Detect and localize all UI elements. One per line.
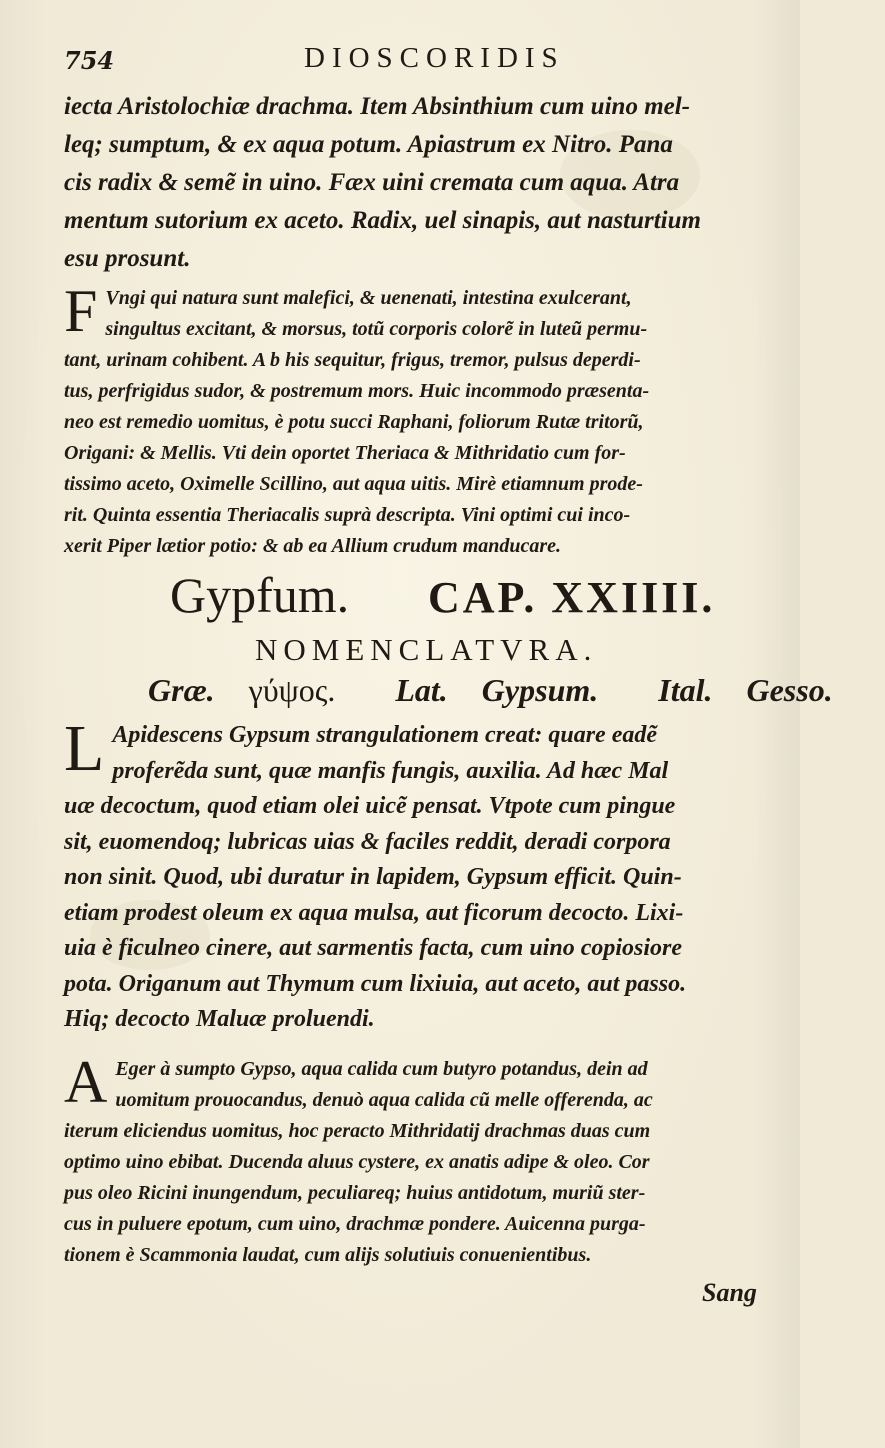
text-line: uæ decoctum, quod etiam olei uicẽ pensat. Vtpote cum pingue: [64, 793, 676, 819]
text-line: proferẽda sunt, quæ manfis fungis, auxilia. Ad hæc Mal: [112, 757, 669, 784]
fungi-paragraph: [64, 278, 764, 562]
text-line: Apidescens Gypsum strangulationem creat: quare eadẽ: [112, 722, 657, 748]
nomenclatura-heading: NOMENCLATVRA.: [255, 632, 598, 667]
text-line: Eger à sumpto Gypso, aqua calida cum butyro potandus, dein ad: [115, 1058, 648, 1080]
catchword: Sang: [702, 1278, 757, 1307]
page-number: 754: [64, 46, 115, 75]
text-line: tant, urinam cohibent. A b his sequitur, frigus, tremor, pulsus deperdi-: [64, 349, 641, 371]
running-head: DIOSCORIDIS: [304, 42, 565, 74]
name-italian: Ital. Gesso.: [658, 672, 833, 708]
text-line: sit, euomendoq; lubricas uias & faciles reddit, deradi corpora: [64, 828, 671, 855]
text-line: cis radix & semẽ in uino. Fæx uini cremata cum aqua. Atra: [64, 169, 680, 196]
chapter-title: Gypfum.: [170, 567, 350, 623]
text-line: xerit Piper lætior potio: & ab ea Allium crudum manducare.: [64, 535, 562, 557]
text-line: pus oleo Ricini inungendum, peculiareq; huius antidotum, muriũ ster-: [64, 1182, 646, 1204]
text-line: uomitum prouocandus, denuò aqua calida cũ melle offerenda, ac: [115, 1089, 653, 1111]
text-line: tus, perfrigidus sudor, & postremum mors. Huic incommodo præsenta-: [64, 380, 650, 402]
drop-cap: A: [64, 1049, 108, 1115]
text-line: esu prosunt.: [64, 245, 191, 272]
drop-cap: F: [64, 278, 98, 344]
text-line: pota. Origanum aut Thymum cum lixiuia, aut aceto, aut passo.: [64, 970, 687, 997]
text-line: Origani: & Mellis. Vti dein oportet Theriaca & Mithridatio cum for-: [64, 442, 626, 464]
text-line: cus in puluere epotum, cum uino, drachmæ pondere. Auicenna purga-: [64, 1213, 646, 1235]
text-line: Hiq; decocto Maluæ proluendi.: [64, 1006, 375, 1032]
gypsum-paragraph: [64, 712, 764, 1038]
page-header: [64, 40, 740, 80]
text-line: Vngi qui natura sunt malefici, & uenenati, intestina exulcerant,: [105, 287, 632, 309]
text-line: iecta Aristolochiæ drachma. Item Absinthium cum uino mel-: [64, 93, 691, 120]
chapter-label: CAP. XXIIII.: [428, 573, 716, 622]
text-line: uia è ficulneo cinere, aut sarmentis facta, cum uino copiosiore: [64, 935, 683, 961]
remedy-paragraph: [64, 1049, 764, 1271]
text-line: optimo uino ebibat. Ducenda aluus cystere, ex anatis adipe & oleo. Cor: [64, 1151, 650, 1173]
intro-paragraph: [64, 88, 764, 278]
text-line: leq; sumptum, & ex aqua potum. Apiastrum ex Nitro. Pana: [64, 131, 673, 158]
text-line: iterum eliciendus uomitus, hoc peracto Mithridatij drachmas duas cum: [64, 1120, 651, 1142]
drop-cap: L: [64, 712, 105, 785]
text-line: mentum sutorium ex aceto. Radix, uel sinapis, aut nasturtium: [64, 207, 701, 234]
chapter-heading: [170, 566, 800, 626]
text-line: tionem è Scammonia laudat, cum alijs solutiuis conuenientibus.: [64, 1244, 592, 1266]
text-line: etiam prodest oleum ex aqua mulsa, aut ficorum decocto. Lixi-: [64, 899, 684, 926]
name-greek: Græ. γύψος.: [148, 672, 336, 708]
text-line: singultus excitant, & morsus, totũ corporis colorẽ in luteũ permu-: [105, 318, 648, 340]
name-latin: Lat. Gypsum.: [395, 672, 599, 708]
text-line: tissimo aceto, Oximelle Scillino, aut aqua uitis. Mirè etiamnum prode-: [64, 473, 643, 495]
text-line: neo est remedio uomitus, è potu succi Raphani, foliorum Rutæ tritorũ,: [64, 411, 644, 433]
text-line: rit. Quinta essentia Theriacalis suprà descripta. Vini optimi cui inco-: [64, 504, 631, 526]
nomenclature-names: [148, 672, 833, 709]
text-line: non sinit. Quod, ubi duratur in lapidem, Gypsum efficit. Quin-: [64, 864, 682, 890]
